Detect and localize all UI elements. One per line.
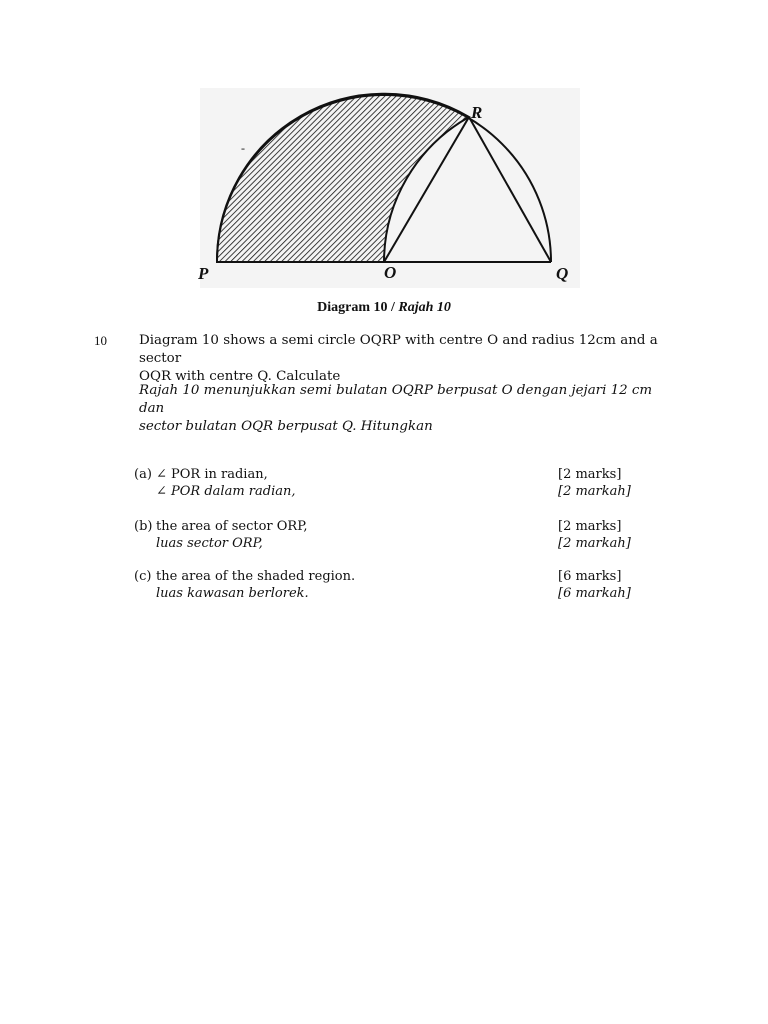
stray-mark: - [241,141,245,155]
part-b-markah: [2 markah] [558,536,631,551]
part-a-markah: [2 markah] [558,484,631,499]
label-q: Q [556,264,569,283]
question-text-malay [139,382,679,436]
part-a-label: (a) [134,467,152,482]
caption-malay: Rajah 10 [398,300,451,315]
line-rq [469,117,551,262]
part-c-malay: luas kawasan berlorek. [156,586,309,601]
part-c-markah: [6 markah] [558,586,631,601]
label-p: P [198,264,209,283]
caption-english: Diagram 10 / [317,300,399,315]
shaded-region [217,94,469,262]
part-a-english: ∠ POR in radian, [156,467,268,482]
question-english-line1: Diagram 10 shows a semi circle OQRP with centre O and radius 12cm and a sector [139,333,658,366]
question-english-line2: OQR with centre Q. Calculate [139,369,341,384]
question-number: 10 [94,333,107,348]
part-b-marks: [2 marks] [558,519,622,534]
part-b-malay: luas sector ORP, [156,536,263,551]
semicircle-diagram [200,88,580,288]
label-r: R [471,103,483,122]
part-a-malay: ∠ POR dalam radian, [156,484,296,499]
part-c-marks: [6 marks] [558,569,622,584]
diagram-figure [200,88,580,288]
part-c-english: the area of the shaded region. [156,569,356,584]
part-a-marks: [2 marks] [558,467,622,482]
part-b-label: (b) [134,519,153,534]
label-o: O [384,263,397,282]
diagram-caption [0,300,768,316]
part-b-english: the area of sector ORP, [156,519,308,534]
question-malay-line2: sector bulatan OQR berpusat Q. Hitungkan [139,419,433,434]
question-text-english [139,332,679,386]
part-c-label: (c) [134,569,152,584]
question-malay-line1: Rajah 10 menunjukkan semi bulatan OQRP berpusat O dengan jejari 12 cm dan [139,383,653,416]
